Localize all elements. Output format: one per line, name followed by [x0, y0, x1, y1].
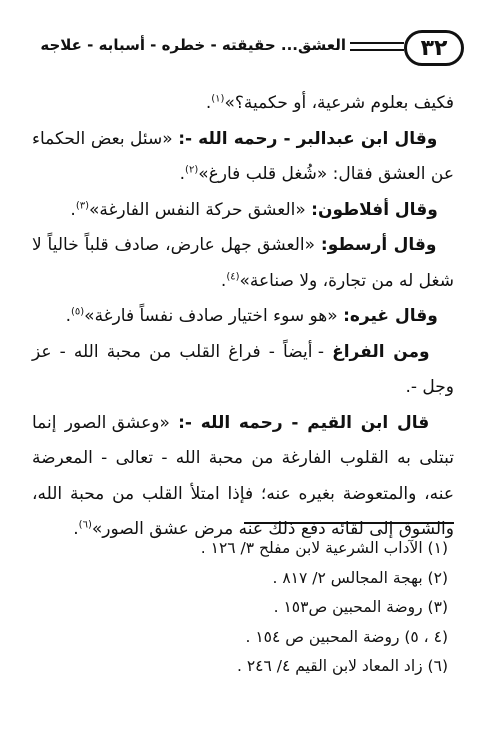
footnote: (١) الآداب الشرعية لابن مفلح ٣/ ١٢٦ . [200, 539, 448, 557]
speaker: وقال أرسطو: [320, 235, 437, 255]
paragraph-5 [32, 299, 454, 335]
footnote-ref: (٢) [185, 164, 199, 176]
speaker: وقال ابن عبدالبر - رحمه الله -: [178, 128, 438, 149]
punct: . [179, 164, 186, 184]
speaker: ومن الفراغ [332, 341, 430, 362]
punct: . [220, 270, 227, 291]
speaker: قال ابن القيم - رحمه الله -: [178, 412, 430, 433]
paragraph-4 [32, 228, 454, 299]
footnote-ref: (٦) [78, 519, 92, 531]
paragraph-3 [32, 193, 454, 229]
page-number: ٣٢ [404, 30, 464, 66]
quote-text: «وعشق الصور إنما تبتلى به القلوب الفارغة من محبة الله - تعالى - المعرضة عنه، والمتعوضة بغيره عنه؛ فإذا امتلأ القلب من محبة الله، والشوق إلى لقائه دفع ذلك عنه مرض عشق الصور» [32, 412, 454, 539]
punct: . [205, 93, 212, 113]
main-text [32, 86, 454, 548]
body-text: - أيضاً - فراغ القلب من محبة الله - عز وجل -. [32, 341, 454, 397]
speaker: وقال أفلاطون: [311, 199, 438, 220]
quote-text: «سئل بعض الحكماء عن العشق فقال: «شُغل قلب فارغ» [32, 128, 454, 184]
page-header [22, 30, 464, 70]
paragraph-1 [32, 86, 454, 122]
quote-text: فكيف بعلوم شرعية، أو حكمية؟» [224, 93, 454, 113]
punct: . [70, 199, 76, 220]
footnote-ref: (٤) [226, 270, 240, 282]
punct: . [65, 306, 71, 326]
quote-text: «العشق حركة النفس الفارغة» [89, 199, 306, 220]
running-title: العشق... حقيقته - خطره - أسبابه - علاجه [40, 36, 346, 54]
punct: . [73, 519, 79, 539]
speaker: وقال غيره: [343, 306, 438, 326]
paragraph-6 [32, 335, 454, 406]
footnote: (٣) روضة المحبين ص١٥٣ . [273, 598, 448, 616]
paragraph-7 [32, 406, 454, 548]
footnote: (٢) بهجة المجالس ٢/ ٨١٧ . [272, 568, 448, 587]
paragraph-2 [32, 122, 454, 193]
quote-text: «العشق جهل عارض، صادف قلباً خالياً لا شغل له من تجارة، ولا صناعة» [32, 235, 454, 291]
footnote: (٤ ، ٥) روضة المحبين ص ١٥٤ . [245, 627, 448, 646]
footnote: (٦) زاد المعاد لابن القيم ٤/ ٢٤٦ . [236, 657, 448, 675]
quote-text: «هو سوء اختيار صادف نفساً فارغة» [84, 306, 338, 326]
footnote-separator [244, 522, 454, 524]
footnote-ref: (١) [211, 93, 225, 105]
footnote-ref: (٣) [75, 199, 89, 211]
footnotes [30, 534, 448, 682]
header-rule [350, 42, 404, 51]
footnote-ref: (٥) [70, 306, 85, 318]
